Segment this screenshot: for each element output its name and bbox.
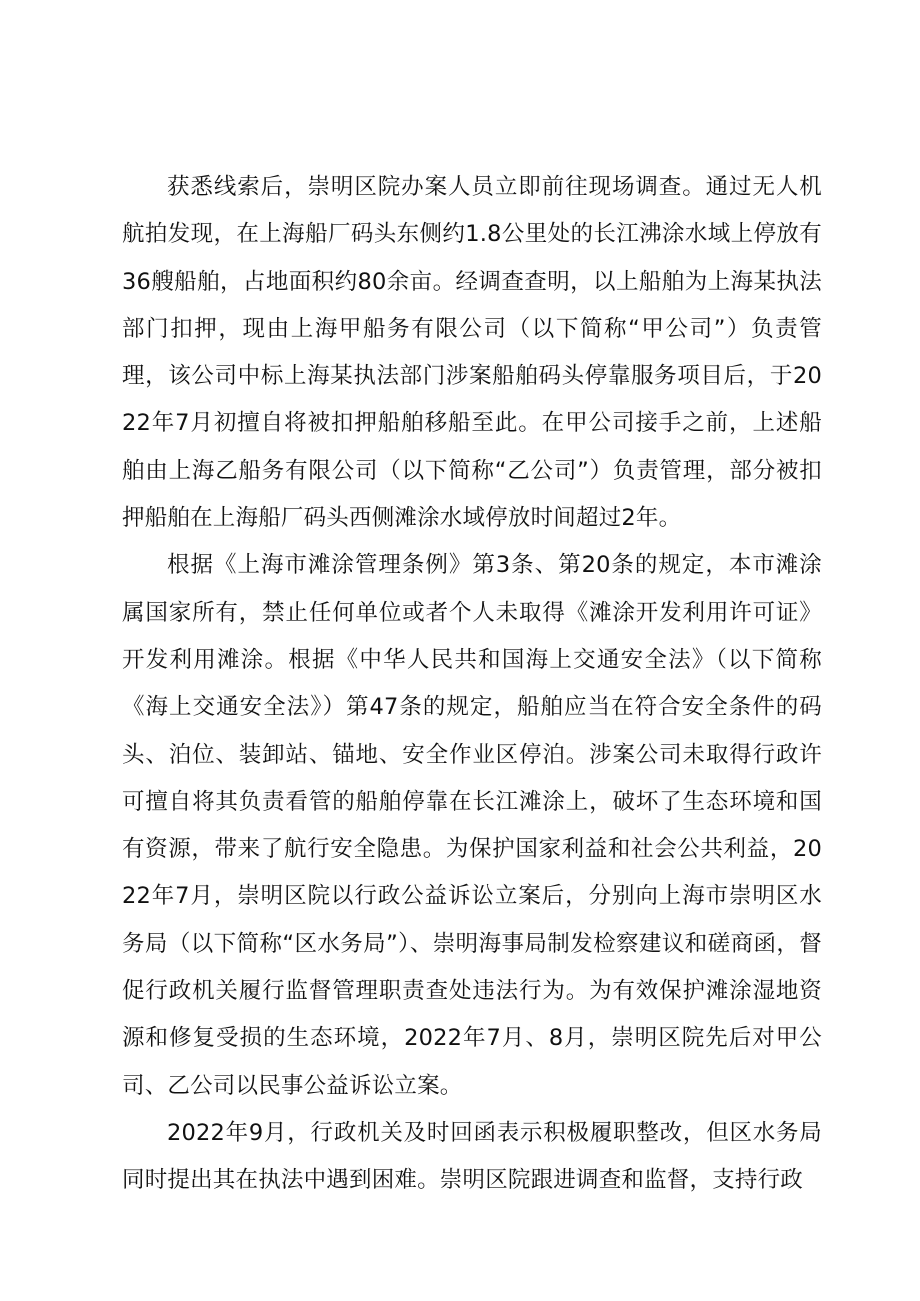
paragraph-follow-up: 2022年9月，行政机关及时回函表示积极履职整改，但区水务局同时提出其在执法中遇到困难。崇明区院跟进调查和监督，支持行政 (122, 1119, 822, 1194)
document-body (122, 164, 822, 1205)
paragraph-legal-basis: 根据《上海市滩涂管理条例》第3条、第20条的规定，本市滩涂属国家所有，禁止任何单位或者个人未取得《滩涂开发利用许可证》开发利用滩涂。根据《中华人民共和国海上交通安全法》（以下简称《海上交通安全法》）第47条的规定，船舶应当在符合安全条件的码头、泊位、装卸站、锚地、安全作业区停泊。涉案公司未取得行政许可擅自将其负责看管的船舶停靠在长江滩涂上，破坏了生态环境和国有资源，带来了航行安全隐患。为保护国家利益和社会公共利益，2022年7月，崇明区院以行政公益诉讼立案后，分别向上海市崇明区水务局（以下简称“区水务局”）、崇明海事局制发检察建议和磋商函，督促行政机关履行监督管理职责查处违法行为。为有效保护滩涂湿地资源和修复受损的生态环境，2022年7月、8月，崇明区院先后对甲公司、乙公司以民事公益诉讼立案。 (122, 552, 822, 1099)
paragraph-investigation: 获悉线索后，崇明区院办案人员立即前往现场调查。通过无人机航拍发现，在上海船厂码头东侧约1.8公里处的长江沸涂水域上停放有36艘船舶，占地面积约80余亩。经调查查明，以上船舶为上海某执法部门扣押，现由上海甲船务有限公司（以下简称“甲公司”）负责管理，该公司中标上海某执法部门涉案船舶码头停靠服务项目后，于2022年7月初擅自将被扣押船舶移船至此。在甲公司接手之前，上述船舶由上海乙船务有限公司（以下简称“乙公司”）负责管理，部分被扣押船舶在上海船厂码头西侧滩涂水域停放时间超过2年。 (122, 174, 822, 532)
